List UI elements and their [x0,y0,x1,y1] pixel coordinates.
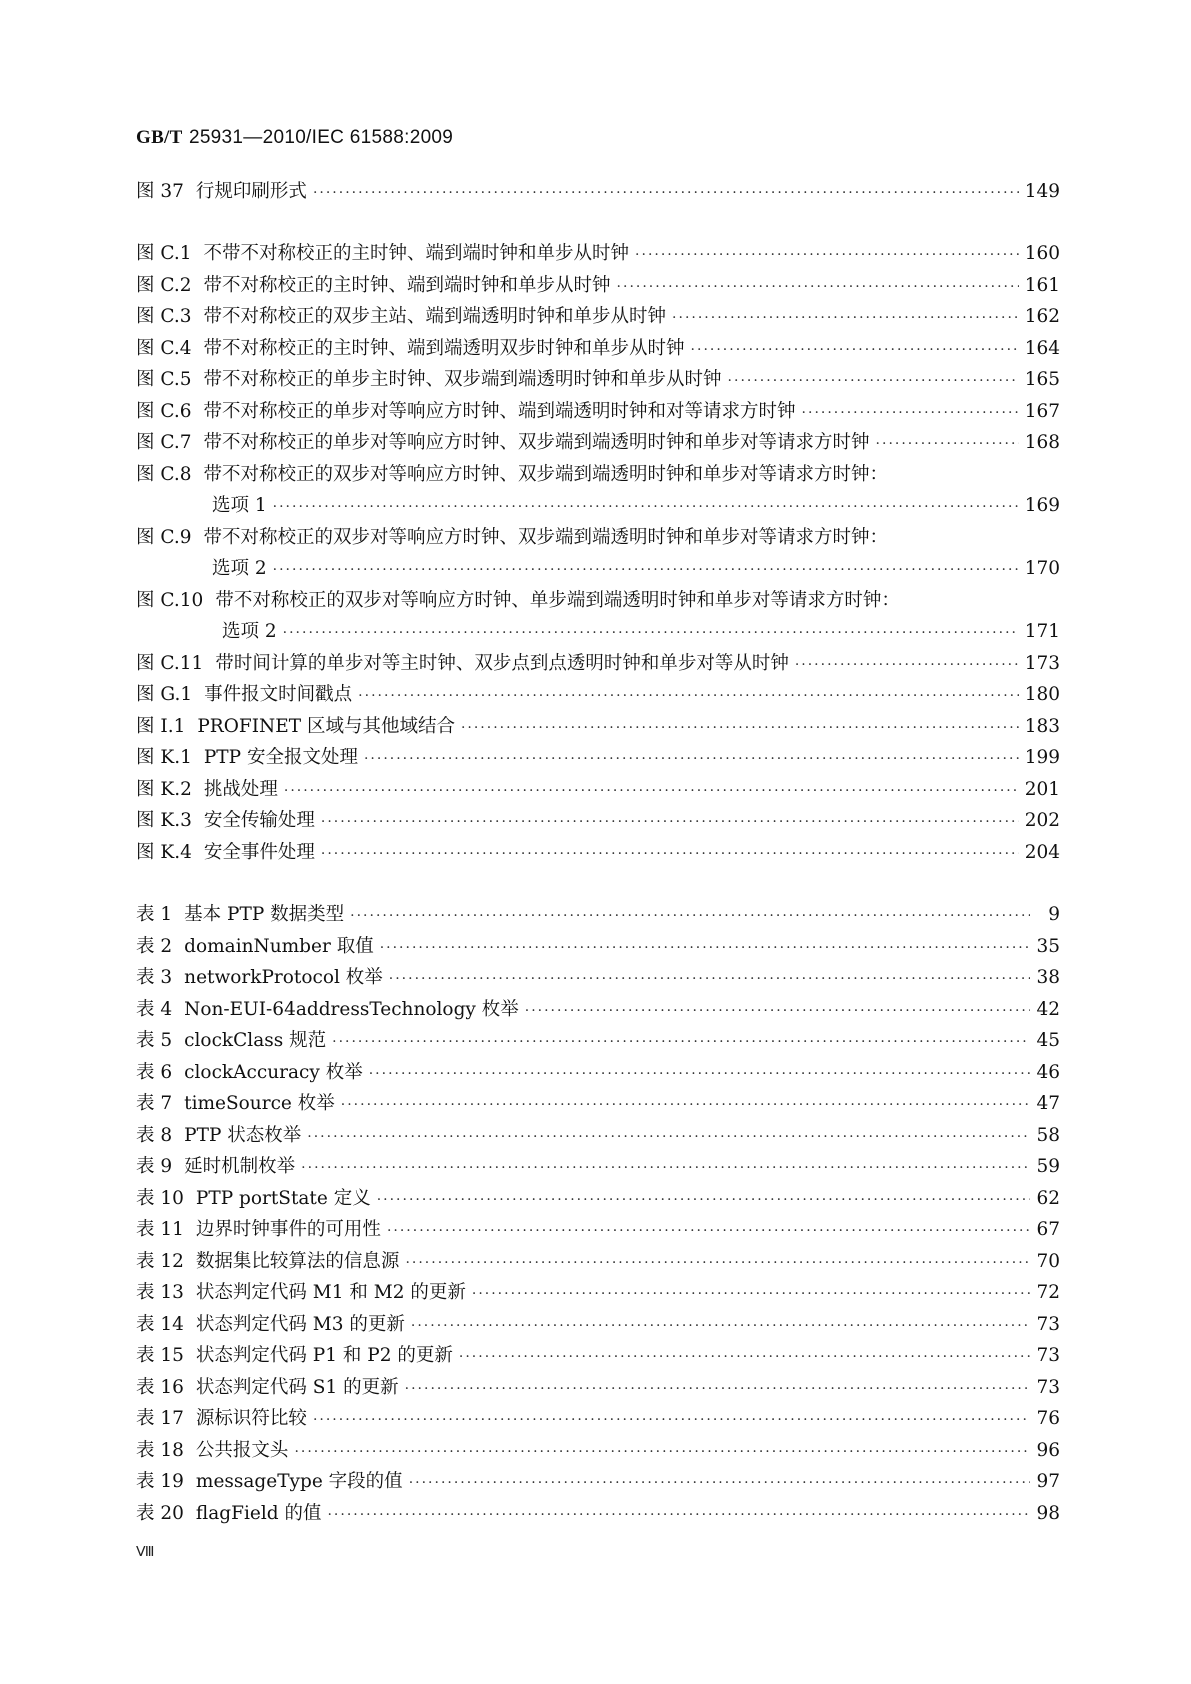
leader-dots [691,335,1019,367]
toc-entry-page: 76 [1036,1408,1060,1429]
toc-entry-label: 表 16 [136,1376,184,1398]
toc-entry[interactable] [136,899,1060,931]
toc-entry-label: 表 12 [136,1250,184,1272]
toc-entry-label: 表 18 [136,1439,184,1461]
toc-entry-title: 不带不对称校正的主时钟、端到端时钟和单步从时钟 [203,243,630,264]
leader-dots [327,1500,1030,1532]
leader-dots [294,1437,1030,1469]
toc-entry-label: 表 7 [136,1093,173,1114]
toc-entry-label: 图 C.9 [136,526,192,548]
toc-entry-page: 173 [1024,652,1060,674]
figure-list-appendix [136,238,1060,868]
leader-dots [380,933,1030,965]
toc-entry-page: 161 [1024,274,1060,296]
toc-entry-label: 表 19 [136,1471,184,1492]
leader-dots [461,713,1019,745]
toc-entry-label: 表 10 [136,1187,184,1209]
toc-entry-page: 35 [1036,935,1060,957]
table-list [136,899,1060,1529]
toc-entry-title: 带时间计算的单步对等主时钟、双步点到点透明时钟和单步对等从时钟 [215,652,789,674]
leader-dots [459,1342,1030,1374]
toc-entry[interactable] [136,1088,1060,1120]
toc-entry-page: 45 [1036,1030,1060,1051]
figure-list-main [136,176,1060,208]
toc-entry-page: 162 [1024,306,1060,327]
toc-entry-title: PROFINET 区域与其他域结合 [197,715,455,737]
toc-entry-label: 图 C.3 [136,306,192,327]
toc-entry-page: 168 [1024,432,1060,453]
toc-entry-label: 图 I.1 [136,715,186,737]
document-header [136,126,453,149]
toc-entry-title: timeSource 枚举 [184,1093,335,1114]
toc-entry[interactable] [136,1309,1060,1341]
toc-entry-continuation[interactable] [136,490,1060,522]
toc-entry-label: 表 15 [136,1345,184,1366]
toc-entry-label: 图 C.7 [136,432,192,453]
toc-entry-title: 状态判定代码 M1 和 M2 的更新 [195,1282,466,1303]
toc-entry[interactable] [136,1025,1060,1057]
leader-dots [321,807,1019,839]
leader-dots [795,650,1019,682]
toc-entry-page: 202 [1024,810,1060,831]
toc-entry-title: PTP portState 定义 [195,1187,371,1209]
toc-entry-page: 149 [1024,181,1060,202]
toc-entry-title: clockAccuracy 枚举 [184,1061,363,1083]
toc-entry-title: 带不对称校正的单步主时钟、双步端到端透明时钟和单步从时钟 [203,369,722,390]
toc-entry-title: 状态判定代码 S1 的更新 [195,1376,399,1398]
page-number: Ⅷ [136,1545,155,1560]
toc-entry[interactable] [136,176,1060,208]
leader-dots [802,398,1019,430]
toc-entry-page: 9 [1048,904,1060,925]
toc-entry[interactable] [136,711,1060,743]
toc-entry-page: 170 [1024,558,1060,579]
toc-entry-title: 安全传输处理 [203,810,315,831]
toc-entry-page: 97 [1036,1471,1060,1492]
toc-entry[interactable] [136,774,1060,806]
leader-dots [876,429,1019,461]
toc-entry-title: PTP 安全报文处理 [203,747,358,768]
toc-entry-title: 数据集比较算法的信息源 [195,1250,400,1272]
toc-entry-title: Non-EUI-64addressTechnology 枚举 [184,998,519,1020]
toc-entry-title: 带不对称校正的单步对等响应方时钟、双步端到端透明时钟和单步对等请求方时钟 [203,432,870,453]
toc-entry-page: 160 [1024,243,1060,264]
toc-entry-title-continued: 选项 2 [212,558,267,579]
leader-dots [405,1374,1030,1406]
toc-entry-title-continued: 选项 1 [212,495,267,516]
leader-dots [672,303,1019,335]
toc-entry-label: 图 K.4 [136,841,192,863]
toc-entry[interactable] [136,1372,1060,1404]
toc-entry-title: clockClass 规范 [184,1030,327,1051]
leader-dots [358,681,1019,713]
toc-entry-page: 42 [1036,998,1060,1020]
toc-entry[interactable] [136,1120,1060,1152]
leader-dots [284,776,1019,808]
toc-entry[interactable] [136,270,1060,302]
toc-entry-page: 46 [1036,1061,1060,1083]
toc-entry[interactable] [136,1498,1060,1530]
toc-entry-title: networkProtocol 枚举 [184,967,383,988]
toc-entry-title: 带不对称校正的单步对等响应方时钟、端到端透明时钟和对等请求方时钟 [203,400,796,422]
toc-entry-title: 边界时钟事件的可用性 [195,1219,381,1240]
toc-entry-title: 挑战处理 [203,778,278,800]
leader-dots [369,1059,1030,1091]
toc-entry-title: 状态判定代码 P1 和 P2 的更新 [195,1345,453,1366]
leader-dots [364,744,1019,776]
toc-entry[interactable] [136,333,1060,365]
toc-entry-label: 图 C.4 [136,337,192,359]
toc-entry-label: 图 C.10 [136,589,204,611]
toc-entry-label: 图 37 [136,181,184,202]
toc-entry-title: flagField 的值 [195,1502,322,1524]
toc-entry-title: 基本 PTP 数据类型 [184,904,345,925]
toc-entry[interactable] [136,1340,1060,1372]
toc-entry-title: 带不对称校正的双步对等响应方时钟、单步端到端透明时钟和单步对等请求方时钟： [215,589,900,611]
toc-entry-title: messageType 字段的值 [195,1471,403,1492]
toc-entry[interactable] [136,396,1060,428]
leader-dots [411,1311,1030,1343]
leader-dots [617,272,1019,304]
toc-entry-title: 安全事件处理 [203,841,315,863]
toc-entry-title: 行规印刷形式 [195,181,307,202]
toc-entry[interactable] [136,679,1060,711]
toc-entry[interactable] [136,648,1060,680]
leader-dots [307,1122,1030,1154]
toc-entry[interactable] [136,994,1060,1026]
toc-entry-label: 表 5 [136,1030,173,1051]
toc-entry-title: 公共报文头 [195,1439,289,1461]
toc-entry-page: 167 [1024,400,1060,422]
toc-entry-title-continued: 选项 2 [222,621,277,642]
toc-entry[interactable] [136,1246,1060,1278]
leader-dots [313,1405,1030,1437]
toc-entry-page: 58 [1036,1124,1060,1146]
leader-dots [273,555,1019,587]
toc-entry-label: 图 C.8 [136,463,192,485]
toc-entry-page: 96 [1036,1439,1060,1461]
toc-entry[interactable] [136,427,1060,459]
leader-dots [472,1279,1030,1311]
toc-entry-continuation[interactable] [136,553,1060,585]
toc-entry[interactable] [136,1277,1060,1309]
toc-entry-title: 事件报文时间戳点 [204,684,353,705]
toc-entry[interactable] [136,522,1060,554]
toc-entry-page: 73 [1036,1313,1060,1335]
toc-entry-title: PTP 状态枚举 [184,1124,302,1146]
toc-entry-label: 表 2 [136,935,173,957]
leader-dots [525,996,1030,1028]
toc-entry[interactable] [136,1435,1060,1467]
leader-dots [389,964,1030,996]
leader-dots [273,492,1019,524]
toc-entry-page: 164 [1024,337,1060,359]
leader-dots [409,1468,1030,1500]
toc-entry-label: 图 C.6 [136,400,192,422]
toc-entry[interactable] [136,837,1060,869]
toc-entry-title: 带不对称校正的双步对等响应方时钟、双步端到端透明时钟和单步对等请求方时钟： [203,526,889,548]
toc-entry[interactable] [136,1183,1060,1215]
toc-entry[interactable] [136,1403,1060,1435]
toc-entry-label: 图 K.2 [136,778,192,800]
toc-entry[interactable] [136,742,1060,774]
toc-entry[interactable] [136,805,1060,837]
toc-entry-label: 表 14 [136,1313,184,1335]
toc-entry[interactable] [136,238,1060,270]
toc-entry-label: 图 C.11 [136,652,204,674]
toc-entry-title: 带不对称校正的双步对等响应方时钟、双步端到端透明时钟和单步对等请求方时钟： [203,463,889,485]
toc-entry-page: 199 [1024,747,1060,768]
toc-entry-page: 67 [1036,1219,1060,1240]
leader-dots [313,178,1019,210]
toc-entry-page: 201 [1024,778,1060,800]
toc-entry-label: 表 9 [136,1156,173,1177]
toc-entry-label: 表 20 [136,1502,184,1524]
standard-code: GB/T [136,127,183,148]
toc-entry[interactable] [136,585,1060,617]
toc-entry-title: 带不对称校正的主时钟、端到端时钟和单步从时钟 [203,274,611,296]
toc-entry-page: 171 [1024,621,1060,642]
leader-dots [377,1185,1030,1217]
leader-dots [332,1027,1030,1059]
leader-dots [387,1216,1030,1248]
toc-entry[interactable] [136,1057,1060,1089]
toc-entry-label: 表 4 [136,998,173,1020]
toc-entry-title: 源标识符比较 [195,1408,307,1429]
toc-entry[interactable] [136,301,1060,333]
toc-entry-label: 表 8 [136,1124,173,1146]
leader-dots [635,240,1019,272]
toc-entry-page: 62 [1036,1187,1060,1209]
toc-entry-page: 59 [1036,1156,1060,1177]
toc-entry-label: 表 6 [136,1061,173,1083]
toc-entry-label: 图 C.1 [136,243,192,264]
leader-dots [301,1153,1030,1185]
toc-entry-page: 98 [1036,1502,1060,1524]
toc-entry-page: 180 [1024,684,1060,705]
toc-entry-page: 183 [1024,715,1060,737]
toc-entry-page: 38 [1036,967,1060,988]
toc-entry-title: 带不对称校正的双步主站、端到端透明时钟和单步从时钟 [203,306,667,327]
toc-entry[interactable] [136,931,1060,963]
toc-entry[interactable] [136,1214,1060,1246]
toc-entry[interactable] [136,459,1060,491]
toc-entry-page: 72 [1036,1282,1060,1303]
toc-entry-page: 169 [1024,495,1060,516]
toc-entry-title: 状态判定代码 M3 的更新 [195,1313,405,1335]
toc-entry-label: 图 C.5 [136,369,192,390]
leader-dots [350,901,1030,933]
toc-entry[interactable] [136,962,1060,994]
toc-entry-label: 图 K.3 [136,810,192,831]
toc-entry-label: 表 13 [136,1282,184,1303]
toc-entry-page: 73 [1036,1376,1060,1398]
toc-entry-label: 表 3 [136,967,173,988]
toc-entry-continuation[interactable] [136,616,1060,648]
toc-entry-label: 表 17 [136,1408,184,1429]
toc-entry-label: 表 1 [136,904,173,925]
toc-entry-label: 图 G.1 [136,684,193,705]
leader-dots [283,618,1019,650]
toc-entry-title: 延时机制枚举 [184,1156,296,1177]
leader-dots [405,1248,1030,1280]
leader-dots [341,1090,1030,1122]
toc-entry-page: 165 [1024,369,1060,390]
leader-dots [321,839,1019,871]
toc-entry[interactable] [136,364,1060,396]
toc-entry-page: 47 [1036,1093,1060,1114]
toc-entry-label: 图 K.1 [136,747,192,768]
toc-entry-label: 表 11 [136,1219,184,1240]
toc-entry-page: 73 [1036,1345,1060,1366]
toc-entry-page: 70 [1036,1250,1060,1272]
toc-entry-page: 204 [1024,841,1060,863]
toc-entry-title: 带不对称校正的主时钟、端到端透明双步时钟和单步从时钟 [203,337,685,359]
toc-entry[interactable] [136,1466,1060,1498]
standard-number: 25931—2010/IEC 61588:2009 [188,127,454,148]
toc-entry-title: domainNumber 取值 [184,935,374,957]
leader-dots [728,366,1019,398]
toc-entry-label: 图 C.2 [136,274,192,296]
toc-entry[interactable] [136,1151,1060,1183]
